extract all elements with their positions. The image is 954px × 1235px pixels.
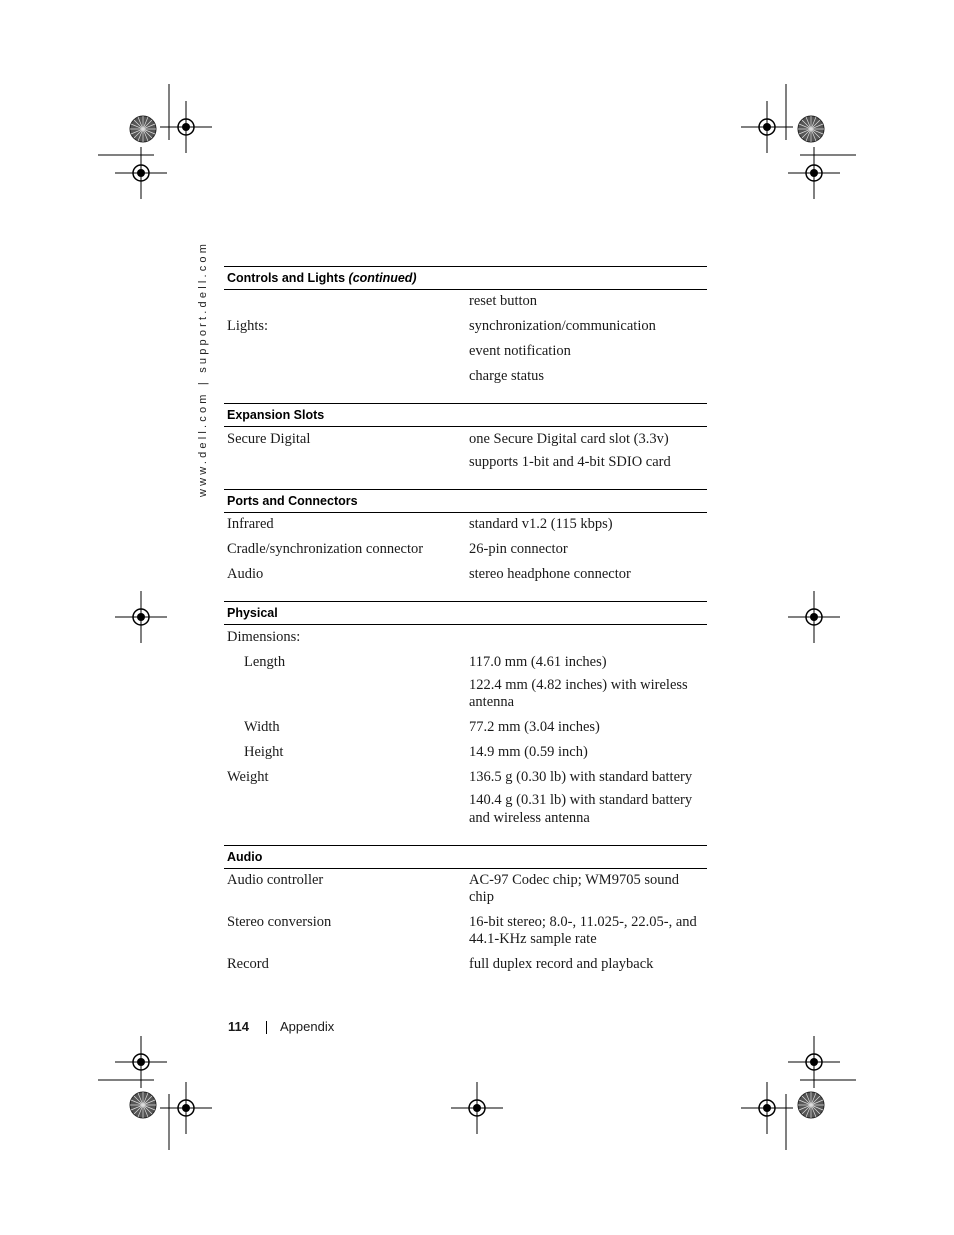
- height-label: Height: [244, 744, 284, 760]
- length-label: Length: [244, 654, 286, 670]
- lights-event-value: event notification: [469, 343, 571, 359]
- cradle-label: Cradle/synchronization connector: [227, 541, 424, 557]
- section-controls-lights: [224, 266, 707, 290]
- lights-sync-value: synchronization/communication: [469, 318, 656, 334]
- cradle-value: 26-pin connector: [469, 541, 568, 557]
- infrared-value: standard v1.2 (115 kbps): [469, 516, 613, 532]
- record-label: Record: [227, 956, 269, 972]
- secure-digital-label: Secure Digital: [227, 431, 311, 447]
- width-value: 77.2 mm (3.04 inches): [469, 719, 600, 735]
- audio-controller-value: AC-97 Codec chip; WM9705 sound: [469, 872, 679, 888]
- weight-label: Weight: [227, 769, 269, 785]
- lights-label: Lights:: [227, 318, 269, 334]
- section-title-suffix: (continued): [348, 271, 417, 285]
- section-physical: [224, 601, 707, 625]
- section-audio: [224, 845, 707, 869]
- audio-controller-value-cont: chip: [469, 889, 494, 905]
- stereo-conversion-value: 16-bit stereo; 8.0-, 11.025-, 22.05-, and: [469, 914, 697, 930]
- height-value: 14.9 mm (0.59 inch): [469, 744, 588, 760]
- audio-controller-label: Audio controller: [227, 872, 324, 888]
- width-label: Width: [244, 719, 280, 735]
- section-title: Physical: [227, 606, 278, 620]
- section-title: Audio: [227, 850, 263, 864]
- page-number: 114: [228, 1019, 249, 1034]
- footer-section-title: Appendix: [280, 1019, 335, 1034]
- record-value: full duplex record and playback: [469, 956, 654, 972]
- section-ports-connectors: [224, 489, 707, 513]
- reset-button-value: reset button: [469, 293, 538, 309]
- audio-port-value: stereo headphone connector: [469, 566, 631, 582]
- length-wireless-value: 122.4 mm (4.82 inches) with wireless: [469, 677, 688, 693]
- section-title: Expansion Slots: [227, 408, 325, 422]
- section-expansion-slots: [224, 403, 707, 427]
- length-wireless-value-cont: antenna: [469, 694, 515, 710]
- footer-divider: [266, 1021, 267, 1034]
- weight-value: 136.5 g (0.30 lb) with standard battery: [469, 769, 693, 785]
- weight-wireless-value-cont: and wireless antenna: [469, 810, 590, 826]
- audio-port-label: Audio: [227, 566, 264, 582]
- lights-charge-value: charge status: [469, 368, 545, 384]
- infrared-label: Infrared: [227, 516, 274, 532]
- sdio-value: supports 1-bit and 4-bit SDIO card: [469, 454, 671, 470]
- section-title: Controls and Lights: [227, 271, 346, 285]
- stereo-conversion-value-cont: 44.1-KHz sample rate: [469, 931, 597, 947]
- secure-digital-value: one Secure Digital card slot (3.3v): [469, 431, 669, 447]
- side-url: www.dell.com | support.dell.com: [197, 240, 209, 497]
- section-title: Ports and Connectors: [227, 494, 358, 508]
- dimensions-label: Dimensions:: [227, 629, 301, 645]
- weight-wireless-value: 140.4 g (0.31 lb) with standard battery: [469, 792, 693, 808]
- stereo-conversion-label: Stereo conversion: [227, 914, 332, 930]
- length-value: 117.0 mm (4.61 inches): [469, 654, 607, 670]
